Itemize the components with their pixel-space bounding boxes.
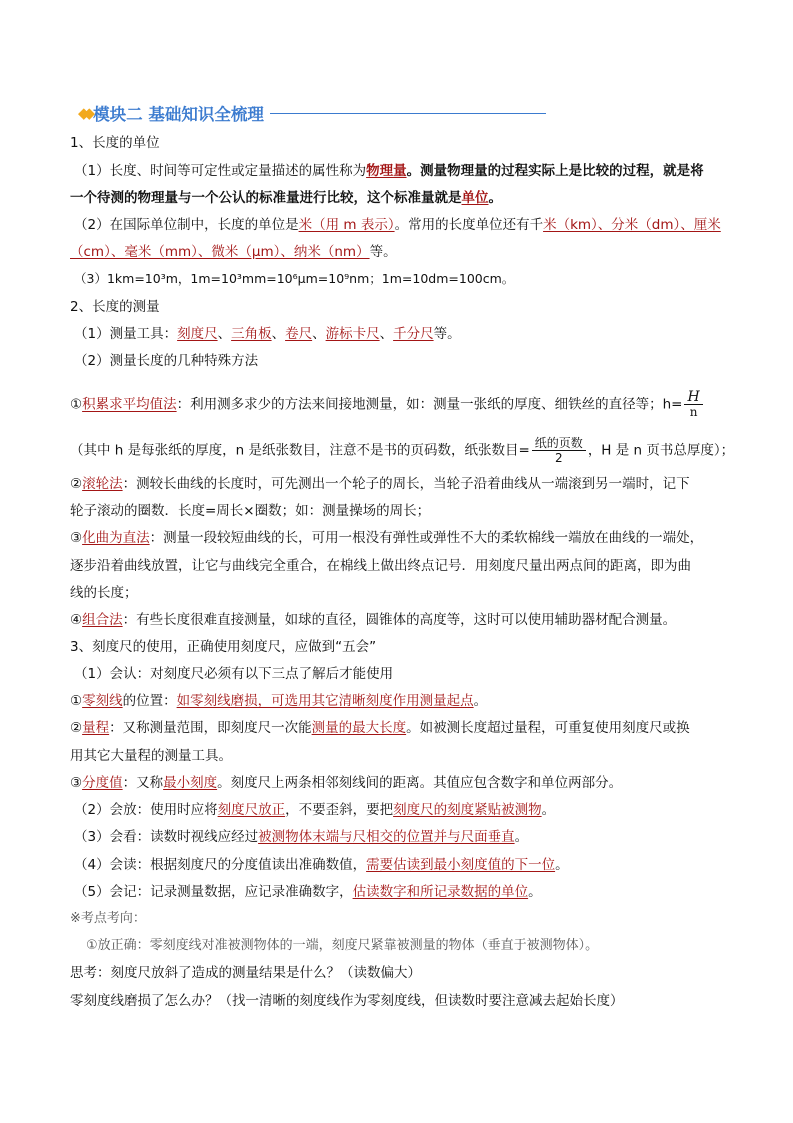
s2-m2-line2: 轮子滚动的圈数．长度=周长×圈数；如：测量操场的周长； bbox=[70, 503, 431, 519]
heading-rule bbox=[270, 113, 546, 114]
s3-r4: （4）会读：根据刻度尺的分度值读出准确数值，需要估读到最小刻度值的下一位。 bbox=[74, 857, 569, 873]
s2-m3-line1: ③化曲为直法：测量一段较短曲线的长，可用一根没有弹性或弹性不大的柔软棉线一端放在曲线的一端处， bbox=[70, 530, 704, 546]
s3-r5: （5）会记：记录测量数据，应记录准确数字，估读数字和所记录数据的单位。 bbox=[74, 884, 542, 900]
s2-m1-line2: （其中 h 是每张纸的厚度，n 是纸张数目，注意不是书的页码数，纸张数目= $\frac{\text{纸的页数}}{2}$ ，H 是 n 页书总厚度）； bbox=[70, 436, 735, 465]
s3-think2: 零刻度线磨损了怎么办？（找一清晰的刻度线作为零刻度线，但读数时要注意减去起始长度） bbox=[70, 993, 624, 1009]
s1-title: 1、长度的单位 bbox=[70, 135, 160, 151]
s2-m3-line2: 逐步沿着曲线放置，让它与曲线完全重合，在棉线上做出终点记号．用刻度尺量出两点间的距离，即为曲 bbox=[70, 558, 691, 574]
s3-z1: ①零刻线的位置：如零刻线磨损，可选用其它清晰刻度作用测量起点。 bbox=[70, 693, 488, 709]
s3-kd1: ①放正确：零刻度线对准被测物体的一端，刻度尺紧靠被测量的物体（垂直于被测物体）。 bbox=[86, 938, 599, 953]
s3-kd: ※考点考向： bbox=[70, 911, 146, 926]
s3-z2-line2: 用其它大量程的测量工具。 bbox=[70, 748, 232, 764]
section-heading bbox=[78, 101, 546, 125]
s3-z3: ③分度值：又称最小刻度。刻度尺上两条相邻刻线间的距离。其值应包含数字和单位两部分。 bbox=[70, 775, 623, 791]
s2-tools-line: （1）测量工具：刻度尺、三角板、卷尺、游标卡尺、千分尺等。 bbox=[74, 326, 461, 342]
s2-title: 2、长度的测量 bbox=[70, 299, 160, 315]
double-diamond-icon: ◆◆ bbox=[78, 104, 90, 122]
s3-title: 3、刻度尺的使用，正确使用刻度尺，应做到“五会” bbox=[70, 639, 377, 655]
s2-m2-line1: ②滚轮法：测较长曲线的长度时，可先测出一个轮子的周长，当轮子沿着曲线从一端滚到另一端时，记下 bbox=[70, 476, 690, 492]
s2-m3-line3: 线的长度； bbox=[70, 585, 138, 601]
s3-r3: （3）会看：读数时视线应经过被测物体末端与尺相交的位置并与尺面垂直。 bbox=[74, 829, 529, 845]
s2-m4-line: ④组合法：有些长度很难直接测量，如球的直径，圆锥体的高度等，这时可以使用辅助器材配合测量。 bbox=[70, 612, 677, 628]
heading-text: 模块二 基础知识全梳理 bbox=[93, 105, 264, 124]
s2-methods-title: （2）测量长度的几种特殊方法 bbox=[74, 353, 259, 369]
s2-m1-line1: ①积累求平均值法：利用测多求少的方法来间接地测量，如：测量一张纸的厚度、细铁丝的直径等；h= $\frac{H}{n}$ bbox=[70, 390, 705, 419]
s1-p1-line1: （1）长度、时间等可定性或定量描述的属性称为物理量。测量物理量的过程实际上是比较的过程，就是将 bbox=[74, 163, 704, 179]
s1-p2-line2: （cm）、毫米（mm）、微米（μm）、纳米（nm）等。 bbox=[70, 244, 397, 260]
s3-think1: 思考：刻度尺放斜了造成的测量结果是什么？（读数偏大） bbox=[70, 965, 421, 981]
s3-r1: （1）会认：对刻度尺必须有以下三点了解后才能使用 bbox=[74, 666, 394, 682]
s1-p2-line1: （2）在国际单位制中，长度的单位是米（用 m 表示）。常用的长度单位还有千米（km）、分米（dm）、厘米 bbox=[74, 217, 721, 233]
s3-z2-line1: ②量程：又称测量范围，即刻度尺一次能测量的最大长度。如被测长度超过量程，可重复使用刻度尺或换 bbox=[70, 720, 690, 736]
pages-over-two-fraction: $\frac{\text{纸的页数}}{2}$ bbox=[532, 436, 586, 465]
s1-p1-line2: 一个待测的物理量与一个公认的标准量进行比较，这个标准量就是单位。 bbox=[70, 190, 502, 206]
h-over-n-fraction: $\frac{H}{n}$ bbox=[684, 390, 702, 419]
s3-r2: （2）会放：使用时应将刻度尺放正，不要歪斜，要把刻度尺的刻度紧贴被测物。 bbox=[74, 802, 556, 818]
s1-p3: （3）1km=10³m，1m=10³mm=10⁶μm=10⁹nm；1m=10dm=100cm。 bbox=[74, 271, 515, 286]
